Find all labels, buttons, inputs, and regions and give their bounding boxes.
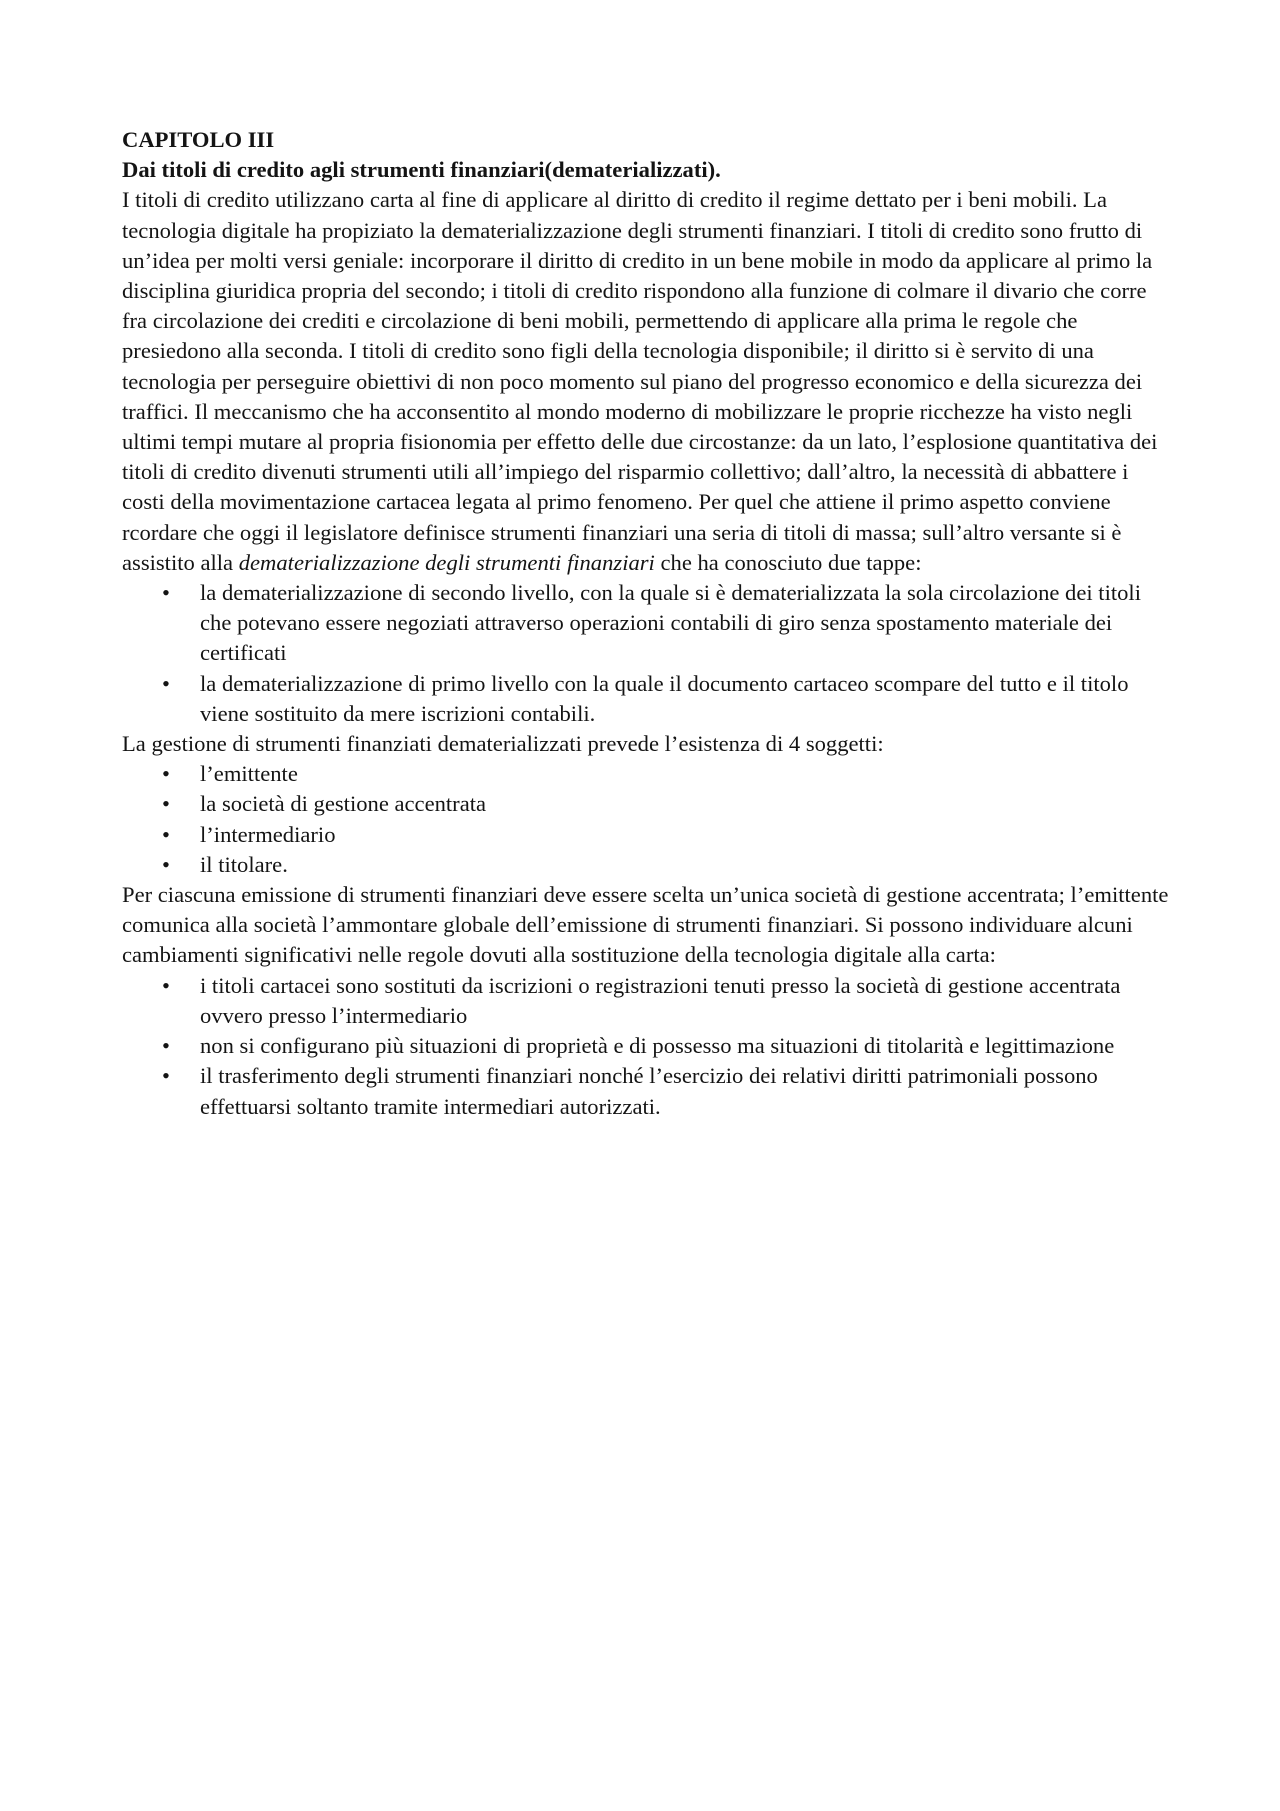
list-item: • la società di gestione accentrata (122, 789, 1172, 819)
changes-list (122, 971, 1172, 1122)
intro-paragraph (122, 185, 1172, 578)
subjects-paragraph: La gestione di strumenti finanziati dematerializzati prevede l’esistenza di 4 soggetti: (122, 731, 884, 757)
intro-italic-text: dematerializzazione degli strumenti finanziari (238, 549, 655, 575)
intro-tail-text: che ha conosciuto due tappe: (654, 549, 922, 575)
list-item: • l’intermediario (122, 820, 1172, 850)
changes-paragraph: Per ciascuna emissione di strumenti finanziari deve essere scelta un’unica società di gestione accentrata; l’emittente comunica alla società l’ammontare globale dell’emissione di strumenti finanziari. Si possono individuare alcuni cambiamenti significativi nelle regole dovuti alla sostituzione della tecnologia digitale alla carta: (122, 882, 1169, 968)
list-item: • il titolare. (122, 850, 1172, 880)
list-item: • l’emittente (122, 759, 1172, 789)
list-item: • la dematerializzazione di primo livello con la quale il documento cartaceo scompare del tutto e il titolo viene sostituito da mere iscrizioni contabili. (122, 669, 1172, 729)
list-item: • non si configurano più situazioni di proprietà e di possesso ma situazioni di titolarità e legittimazione (122, 1031, 1172, 1061)
list-item: • i titoli cartacei sono sostituti da iscrizioni o registrazioni tenuti presso la società di gestione accentrata ovvero presso l’intermediario (122, 971, 1172, 1031)
subjects-list (122, 759, 1172, 880)
chapter-heading: CAPITOLO III (122, 127, 275, 152)
intro-text: I titoli di credito utilizzano carta al fine di applicare al diritto di credito il regime dettato per i beni mobili. La tecnologia digitale ha propiziato la dematerializzazione degli strumenti finanziari. I titoli di credito sono frutto di un’idea per molti versi geniale: incorporare il diritto di credito in un bene mobile in modo da applicare al primo la disciplina giuridica propria del secondo; i titoli di credito rispondono alla funzione di colmare il divario che corre fra circolazione dei crediti e circolazione di beni mobili, permettendo di applicare alla prima le regole che presiedono alla seconda. I titoli di credito sono figli della tecnologia disponibile; il diritto si è servito di una tecnologia per perseguire obiettivi di non poco momento sul piano del progresso economico e della sicurezza dei traffici. Il meccanismo che ha acconsentito al mondo moderno di mobilizzare le proprie ricchezze ha visto negli ultimi tempi mutare al propria fisionomia per effetto delle due circostanze: da un lato, l’esplosione quantitativa dei titoli di credito divenuti strumenti utili all’impiego del risparmio collettivo; dall’altro, la necessità di abbattere i costi della movimentazione cartacea legata al primo fenomeno. Per quel che attiene il primo aspetto conviene rcordare che oggi il legislatore definisce strumenti finanziari una seria di titoli di massa; sull’altro versante si è assistito alla (122, 187, 1158, 575)
document-page (122, 125, 1172, 1122)
list-item: • la dematerializzazione di secondo livello, con la quale si è dematerializzata la sola circolazione dei titoli che potevano essere negoziati attraverso operazioni contabili di giro senza spostamento materiale dei certificati (122, 578, 1172, 669)
list-item: • il trasferimento degli strumenti finanziari nonché l’esercizio dei relativi diritti patrimoniali possono effettuarsi soltanto tramite intermediari autorizzati. (122, 1061, 1172, 1121)
chapter-subtitle: Dai titoli di credito agli strumenti finanziari(dematerializzati). (122, 157, 721, 183)
dematerialization-stages-list (122, 578, 1172, 729)
